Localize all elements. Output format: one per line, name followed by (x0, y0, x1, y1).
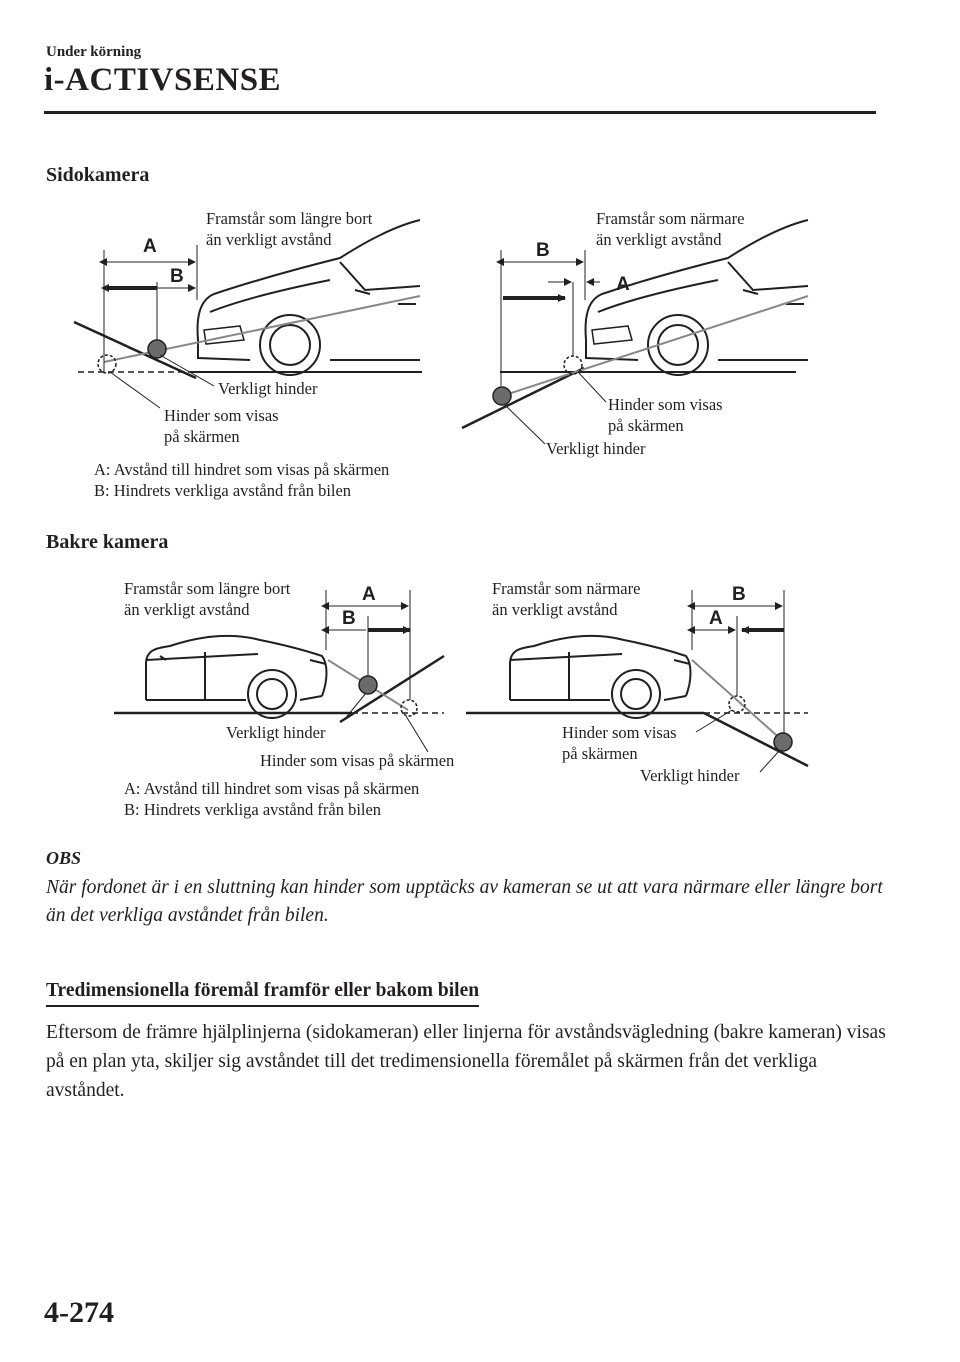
side-legend: A: Avstånd till hindret som visas på skärmen B: Hindrets verkliga avstånd från bilen (94, 460, 390, 500)
page-number: 4-274 (44, 1296, 114, 1329)
side-right-shown-label: Hinder som visas på skärmen (608, 395, 723, 435)
page-title: i-ACTIVSENSE (44, 62, 282, 98)
rear-right-shown-label: Hinder som visas på skärmen (562, 723, 677, 763)
subsection-title: Tredimensionella föremål framför eller bakom bilen (46, 980, 479, 1007)
letter-b: B (536, 240, 550, 261)
letter-b: B (342, 608, 356, 629)
car-rear-left-icon (146, 636, 327, 718)
letter-a: A (616, 274, 630, 295)
side-left-actual-label: Verkligt hinder (218, 379, 318, 398)
side-right-actual-label: Verkligt hinder (546, 439, 646, 458)
rear-camera-heading: Bakre kamera (46, 531, 169, 553)
rear-legend: A: Avstånd till hindret som visas på skärmen B: Hindrets verkliga avstånd från bilen (124, 779, 420, 819)
rear-right-actual-label: Verkligt hinder (640, 766, 740, 785)
side-left-shown-label: Hinder som visas på skärmen (164, 406, 279, 446)
letter-b: B (732, 584, 746, 605)
obs-text: När fordonet är i en sluttning kan hinder som upptäcks av kameran se ut att vara närmare eller längre bort än det verkliga avståndet från bilen. (46, 877, 883, 926)
letter-b: B (170, 266, 184, 287)
letter-a: A (143, 236, 157, 257)
side-left-farther-label: Framstår som längre bort än verkligt avstånd (206, 209, 373, 249)
rear-left-actual-label: Verkligt hinder (226, 723, 326, 742)
rear-right-closer-label: Framstår som närmare än verkligt avstånd (492, 579, 641, 619)
side-right-closer-label: Framstår som närmare än verkligt avstånd (596, 209, 745, 249)
obs-title: OBS (46, 848, 82, 868)
rear-left-shown-label: Hinder som visas på skärmen (260, 751, 455, 770)
rear-left-farther-label: Framstår som längre bort än verkligt avstånd (124, 579, 291, 619)
section-label: Under körning (46, 44, 142, 60)
subsection-text: Eftersom de främre hjälplinjerna (sidokameran) eller linjerna för avståndsvägledning (bakre kameran) visas på en plan yta, skiljer sig avståndet till det tredimensionella föremålet på skärmen från det verkliga avståndet. (46, 1022, 886, 1101)
car-rear-right-icon (510, 636, 691, 718)
side-camera-heading: Sidokamera (46, 164, 150, 186)
letter-a: A (362, 584, 376, 605)
letter-a: A (709, 608, 723, 629)
